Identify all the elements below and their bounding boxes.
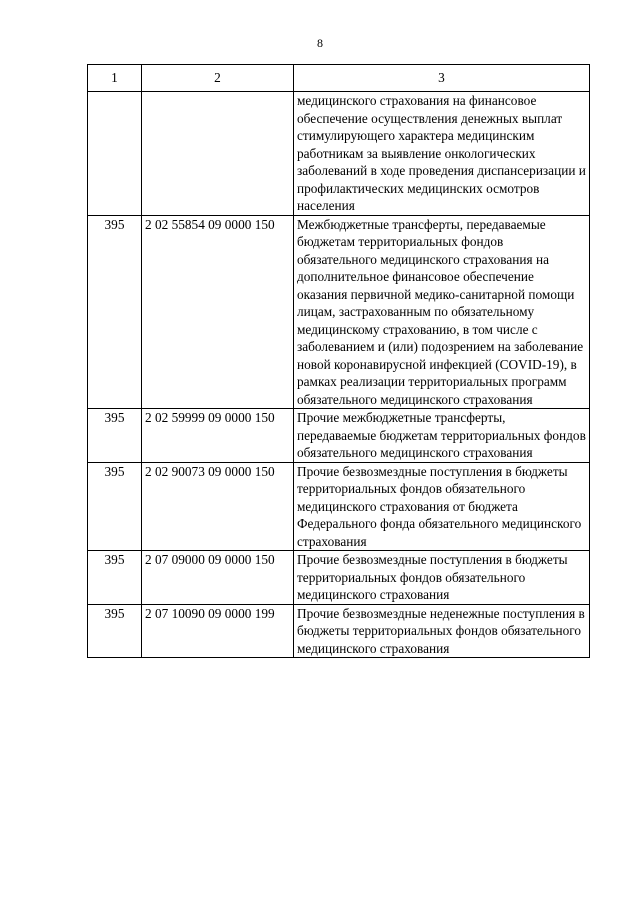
table-row	[88, 604, 590, 658]
budget-classification-code-cell: 2 07 09000 09 0000 150	[142, 551, 294, 605]
budget-classification-code-cell: 2 02 55854 09 0000 150	[142, 215, 294, 409]
revenue-description-cell: Межбюджетные трансферты, передаваемые бюджетам территориальных фондов обязательного медицинского страхования на дополнительное финансовое обеспечение оказания первичной медико-санитарной помощи лицам, застрахованным по обязательному медицинскому страхованию, в том числе с заболеванием и (или) подозрением на заболевание новой коронавирусной инфекцией (COVID-19), в рамках реализации территориальных программ обязательного медицинского страхования	[294, 215, 590, 409]
admin-code-cell: 395	[88, 604, 142, 658]
budget-codes-table	[87, 64, 590, 658]
table-row	[88, 409, 590, 463]
table-row	[88, 215, 590, 409]
budget-classification-code-cell: 2 02 90073 09 0000 150	[142, 462, 294, 551]
table-row	[88, 92, 590, 216]
admin-code-cell: 395	[88, 215, 142, 409]
admin-code-cell: 395	[88, 551, 142, 605]
revenue-description-cell: Прочие безвозмездные поступления в бюджеты территориальных фондов обязательного медицинского страхования от бюджета Федерального фонда обязательного медицинского страхования	[294, 462, 590, 551]
column-header-3: 3	[294, 65, 590, 92]
budget-classification-code-cell: 2 07 10090 09 0000 199	[142, 604, 294, 658]
admin-code-cell: 395	[88, 409, 142, 463]
column-header-1: 1	[88, 65, 142, 92]
budget-classification-code-cell: 2 02 59999 09 0000 150	[142, 409, 294, 463]
table-header-row	[88, 65, 590, 92]
budget-classification-code-cell	[142, 92, 294, 216]
admin-code-cell	[88, 92, 142, 216]
column-header-2: 2	[142, 65, 294, 92]
admin-code-cell: 395	[88, 462, 142, 551]
table-row	[88, 462, 590, 551]
revenue-description-cell: медицинского страхования на финансовое обеспечение осуществления денежных выплат стимулирующего характера медицинским работникам за выявление онкологических заболеваний в ходе проведения диспансеризации и профилактических медицинских осмотров населения	[294, 92, 590, 216]
revenue-description-cell: Прочие безвозмездные неденежные поступления в бюджеты территориальных фондов обязательного медицинского страхования	[294, 604, 590, 658]
revenue-description-cell: Прочие безвозмездные поступления в бюджеты территориальных фондов обязательного медицинского страхования	[294, 551, 590, 605]
page-number: 8	[317, 36, 323, 50]
table-row	[88, 551, 590, 605]
revenue-description-cell: Прочие межбюджетные трансферты, передаваемые бюджетам территориальных фондов обязательного медицинского страхования	[294, 409, 590, 463]
